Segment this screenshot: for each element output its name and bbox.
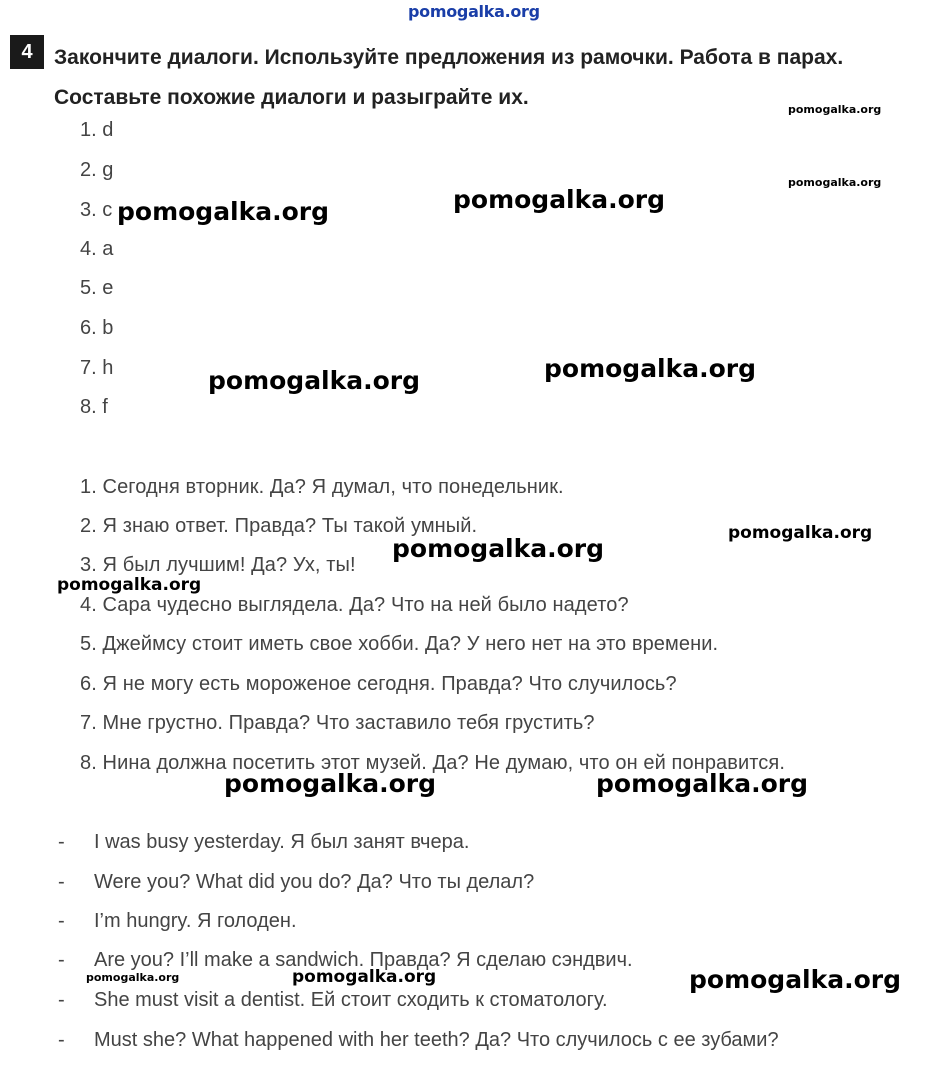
dialogue-dash: - <box>58 831 65 853</box>
task-title: Закончите диалоги. Используйте предложения из рамочки. Работа в парах. Составьте похожие диалоги и разыграйте их. <box>54 46 844 109</box>
answer-item: 4. a <box>80 238 114 260</box>
translation-line: 1. Сегодня вторник. Да? Я думал, что понедельник. <box>80 476 564 498</box>
watermark: pomogalka.org <box>453 185 666 214</box>
translation-line: 5. Джеймсу стоит иметь свое хобби. Да? У него нет на это времени. <box>80 633 719 655</box>
watermark: pomogalka.org <box>392 534 605 563</box>
watermark: pomogalka.org <box>292 967 437 987</box>
watermark: pomogalka.org <box>788 103 882 116</box>
answer-item: 1. d <box>80 119 114 141</box>
translation-line: 6. Я не могу есть мороженое сегодня. Правда? Что случилось? <box>80 673 677 695</box>
dialogue-dash: - <box>58 871 65 893</box>
answer-item: 6. b <box>80 317 114 339</box>
watermark: pomogalka.org <box>208 366 421 395</box>
dialogue-dash: - <box>58 949 65 971</box>
dialogue-line: I was busy yesterday. Я был занят вчера. <box>94 831 470 853</box>
dialogue-line: Were you? What did you do? Да? Что ты делал? <box>94 871 535 893</box>
translation-line: 2. Я знаю ответ. Правда? Ты такой умный. <box>80 515 478 537</box>
dialogue-line: Must she? What happened with her teeth? Да? Что случилось с ее зубами? <box>94 1029 779 1051</box>
watermark: pomogalka.org <box>596 769 809 798</box>
dialogue-dash: - <box>58 1029 65 1051</box>
dialogue-line: I’m hungry. Я голоден. <box>94 910 297 932</box>
dialogue-dash: - <box>58 989 65 1011</box>
answer-item: 5. e <box>80 277 114 299</box>
answer-item: 8. f <box>80 396 108 418</box>
watermark: pomogalka.org <box>117 197 330 226</box>
translation-line: 4. Сара чудесно выглядела. Да? Что на ней было надето? <box>80 594 629 616</box>
answer-item: 7. h <box>80 357 114 379</box>
translation-line: 8. Нина должна посетить этот музей. Да? Не думаю, что он ей понравится. <box>80 752 785 774</box>
watermark: pomogalka.org <box>728 523 873 543</box>
watermark: pomogalka.org <box>544 354 757 383</box>
watermark: pomogalka.org <box>689 965 902 994</box>
task-number-badge: 4 <box>10 35 44 69</box>
watermark: pomogalka.org <box>788 176 882 189</box>
translation-line: 3. Я был лучшим! Да? Ух, ты! <box>80 554 356 576</box>
dialogue-dash: - <box>58 910 65 932</box>
watermark: pomogalka.org <box>86 971 180 984</box>
answer-item: 2. g <box>80 159 114 181</box>
watermark: pomogalka.org <box>57 575 202 595</box>
header-watermark: pomogalka.org <box>408 2 540 21</box>
dialogue-line: Are you? I’ll make a sandwich. Правда? Я сделаю сэндвич. <box>94 949 633 971</box>
answer-item: 3. c <box>80 199 113 221</box>
dialogue-line: She must visit a dentist. Ей стоит сходить к стоматологу. <box>94 989 608 1011</box>
translation-line: 7. Мне грустно. Правда? Что заставило тебя грустить? <box>80 712 595 734</box>
watermark: pomogalka.org <box>224 769 437 798</box>
